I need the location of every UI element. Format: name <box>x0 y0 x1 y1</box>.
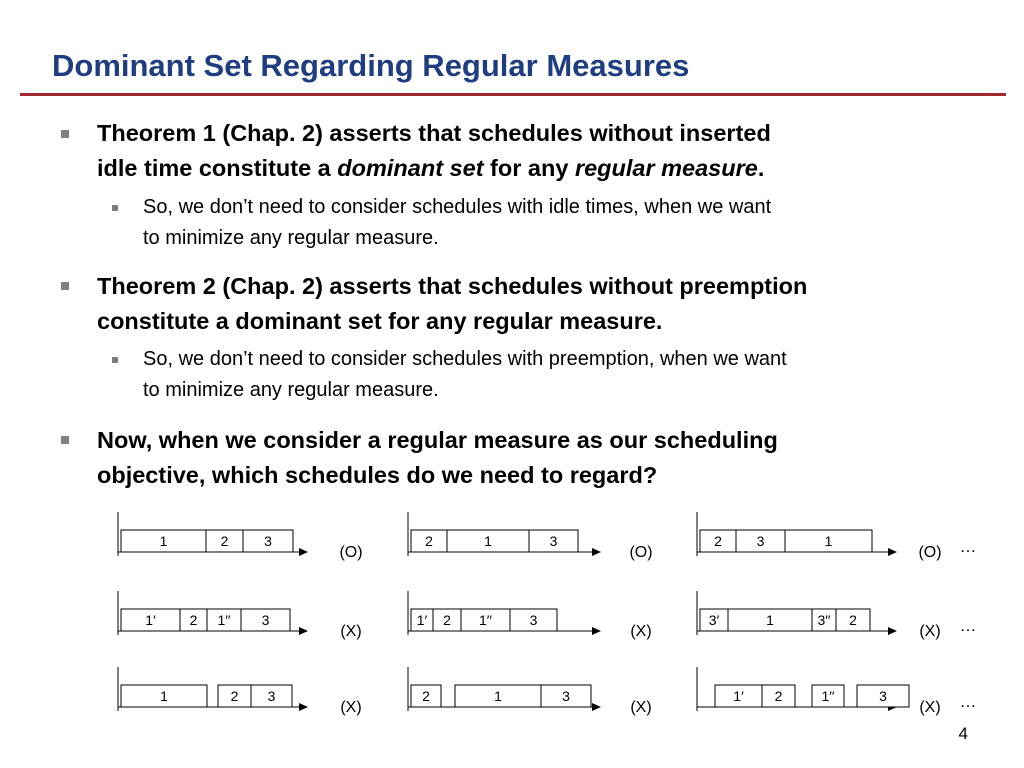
job-label: 1 <box>494 688 502 704</box>
schedule-verdict: (X) <box>340 699 362 716</box>
arrow-head-icon <box>592 627 601 635</box>
text-run: for any <box>483 155 575 181</box>
job-label: 3′′ <box>817 612 831 628</box>
text-run: . <box>757 155 765 181</box>
ellipsis-mark: … <box>959 616 977 635</box>
job-label: 3 <box>549 533 558 549</box>
text-run: Theorem 1 (Chap. 2) asserts that schedules without inserted <box>97 120 771 146</box>
job-label: 1 <box>766 612 774 628</box>
job-label: 1′ <box>733 688 744 704</box>
bullet-1-sub-line-2: to minimize any regular measure. <box>143 227 439 249</box>
schedule-panel <box>408 667 652 716</box>
job-label: 3 <box>879 688 887 704</box>
job-label: 2 <box>422 688 430 704</box>
schedule-panel <box>408 591 652 640</box>
job-label: 3 <box>756 533 765 549</box>
schedule-verdict: (O) <box>918 544 942 561</box>
job-label: 1 <box>824 533 833 549</box>
job-label: 3 <box>562 688 570 704</box>
job-label: 2 <box>774 688 783 704</box>
job-label: 2 <box>849 612 857 628</box>
job-label: 3 <box>261 612 270 628</box>
text-run: Theorem 2 (Chap. 2) asserts that schedules without preemption <box>97 273 808 299</box>
job-label: 3 <box>267 688 276 704</box>
page-number: 4 <box>958 724 968 743</box>
arrow-head-icon <box>299 548 308 556</box>
job-label: 1′′ <box>478 612 493 628</box>
text-run: Now, when we consider a regular measure as our scheduling <box>97 427 778 453</box>
schedule-verdict: (X) <box>630 623 652 640</box>
job-label: 2 <box>714 533 722 549</box>
arrow-head-icon <box>888 627 897 635</box>
arrow-head-icon <box>592 703 601 711</box>
schedule-panel <box>118 512 363 561</box>
job-label: 3 <box>529 612 538 628</box>
text-run: idle time constitute a <box>97 155 338 181</box>
bullet-1-sub-line-1: So, we don’t need to consider schedules with idle times, when we want <box>143 196 772 218</box>
job-label: 2 <box>189 612 198 628</box>
job-label: 3′ <box>708 612 720 628</box>
text-run: objective, which schedules do we need to regard? <box>97 462 658 488</box>
job-label: 1′′ <box>821 688 835 704</box>
schedule-panel <box>697 667 977 716</box>
bullet-2-sub-line-1: So, we don’t need to consider schedules with preemption, when we want <box>143 348 787 370</box>
job-label: 2 <box>425 533 433 549</box>
schedule-panel <box>118 591 362 640</box>
schedule-verdict: (X) <box>630 699 652 716</box>
job-label: 1 <box>484 533 492 549</box>
job-label: 1′ <box>145 612 156 628</box>
ellipsis-mark: … <box>959 537 977 556</box>
job-label: 2 <box>443 612 451 628</box>
schedule-panel <box>408 512 653 561</box>
schedule-verdict: (O) <box>339 544 363 561</box>
arrow-head-icon <box>299 703 308 711</box>
italic-term: regular measure <box>574 155 758 181</box>
bullet-2-sub-line-2: to minimize any regular measure. <box>143 379 439 401</box>
schedule-panel <box>697 591 977 640</box>
job-label: 2 <box>230 688 239 704</box>
schedule-verdict: (O) <box>629 544 653 561</box>
job-label: 1 <box>159 533 168 549</box>
job-label: 1 <box>160 688 168 704</box>
job-label: 2 <box>220 533 229 549</box>
slide-title: Dominant Set Regarding Regular Measures <box>52 48 690 83</box>
schedule-verdict: (X) <box>919 699 941 716</box>
job-label: 1′′ <box>217 612 231 628</box>
arrow-head-icon <box>299 627 308 635</box>
text-run: constitute a dominant set for any regular measure. <box>97 308 663 334</box>
schedule-panel <box>697 512 977 561</box>
schedule-verdict: (X) <box>340 623 362 640</box>
job-label: 3 <box>264 533 272 549</box>
ellipsis-mark: … <box>959 692 977 711</box>
italic-term: dominant set <box>337 155 484 181</box>
arrow-head-icon <box>592 548 601 556</box>
schedule-verdict: (X) <box>919 623 941 640</box>
job-label: 1′ <box>416 612 428 628</box>
arrow-head-icon <box>888 548 897 556</box>
schedule-panel <box>118 667 362 716</box>
